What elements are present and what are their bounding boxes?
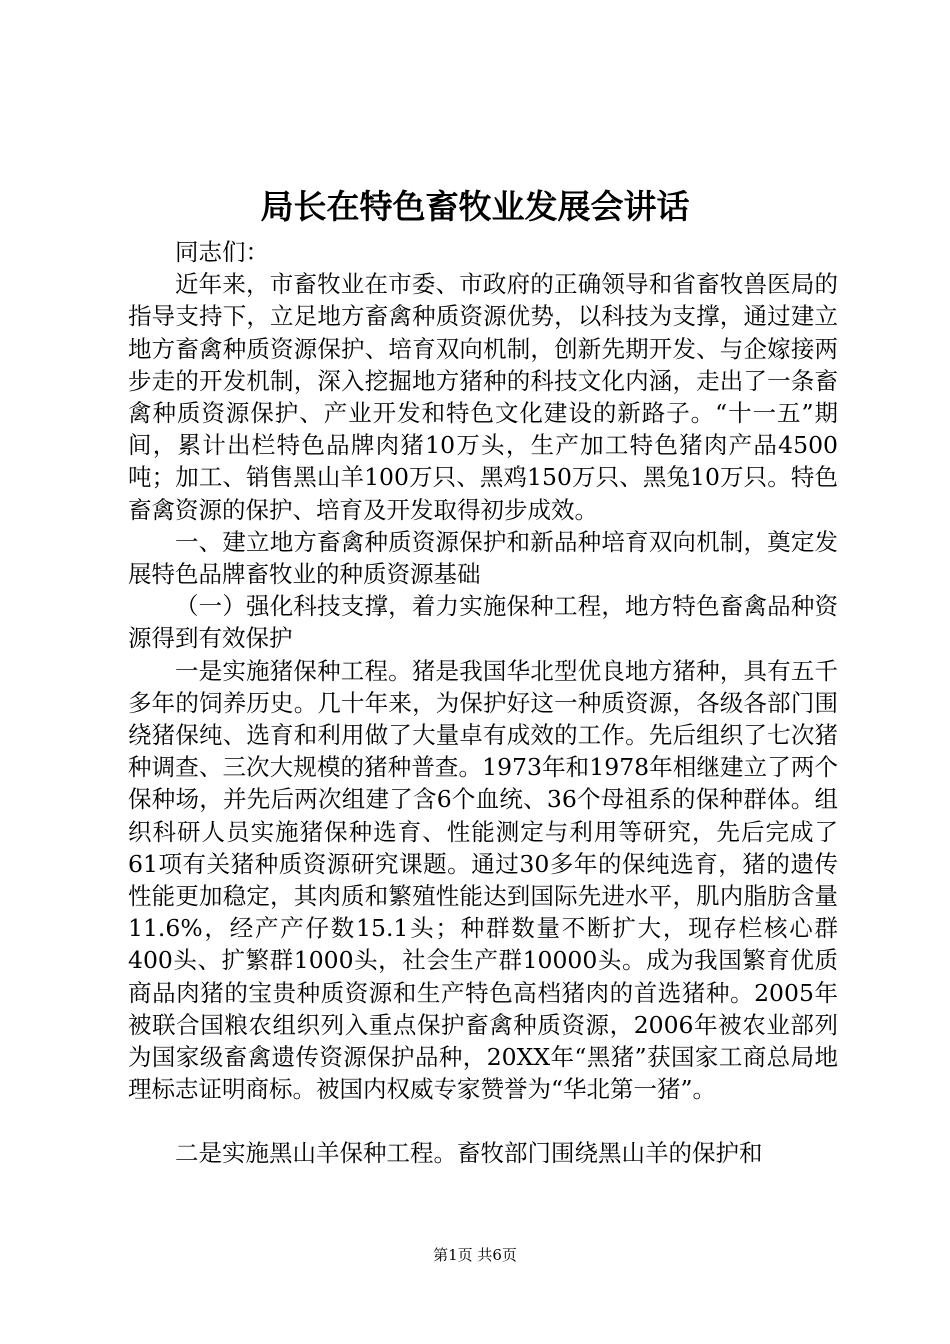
document-body <box>128 236 838 1170</box>
document-title: 局长在特色畜牧业发展会讲话 <box>260 187 690 226</box>
intro-paragraph: 近年来，市畜牧业在市委、市政府的正确领导和省畜牧兽医局的指导支持下，立足地方畜禽种质资源优势，以科技为支撑，通过建立地方畜禽种质资源保护、培育双向机制，创新先期开发、与企嫁接两步走的开发机制，深入挖掘地方猪种的科技文化内涵，走出了一条畜禽种质资源保护、产业开发和特色文化建设的新路子。“十一五”期间，累计出栏特色品牌肉猪10万头，生产加工特色猪肉产品4500吨；加工、销售黑山羊100万只、黑鸡150万只、黑兔10万只。特色畜禽资源的保护、培育及开发取得初步成效。 <box>128 270 838 524</box>
goat-conservation-paragraph: 二是实施黑山羊保种工程。畜牧部门围绕黑山羊的保护和 <box>175 1139 763 1168</box>
subsection-heading-1: （一）强化科技支撑，着力实施保种工程，地方特色畜禽品种资源得到有效保护 <box>128 592 838 653</box>
page-footer: 第1页 共6页 <box>433 1246 517 1264</box>
salutation-paragraph: 同志们： <box>175 238 269 266</box>
pig-conservation-paragraph: 一是实施猪保种工程。猪是我国华北型优良地方猪种，具有五千多年的饲养历史。几十年来，为保护好这一种质资源，各级各部门围绕猪保纯、选育和利用做了大量卓有成效的工作。先后组织了七次猪种调查、三次大规模的猪种普查。1973年和1978年相继建立了两个保种场，并先后两次组建了含6个血统、36个母祖系的保种群体。组织科研人员实施猪保种选育、性能测定与利用等研究，先后完成了61项有关猪种质资源研究课题。通过30多年的保纯选育，猪的遗传性能更加稳定，其肉质和繁殖性能达到国际先进水平，肌内脂肪含量11.6%，经产产仔数15.1头；种群数量不断扩大，现存栏核心群400头、扩繁群1000头，社会生产群10000头。成为我国繁育优质商品肉猪的宝贵种质资源和生产特色高档猪肉的首选猪种。2005年被联合国粮农组织列入重点保护畜禽种质资源，2006年被农业部列为国家级畜禽遗传资源保护品种，20XX年“黑猪”获国家工商总局地理标志证明商标。被国内权威专家赞誉为“华北第一猪”。 <box>128 656 838 1104</box>
section-heading-1: 一、建立地方畜禽种质资源保护和新品种培育双向机制，奠定发展特色品牌畜牧业的种质资源基础 <box>128 527 838 589</box>
